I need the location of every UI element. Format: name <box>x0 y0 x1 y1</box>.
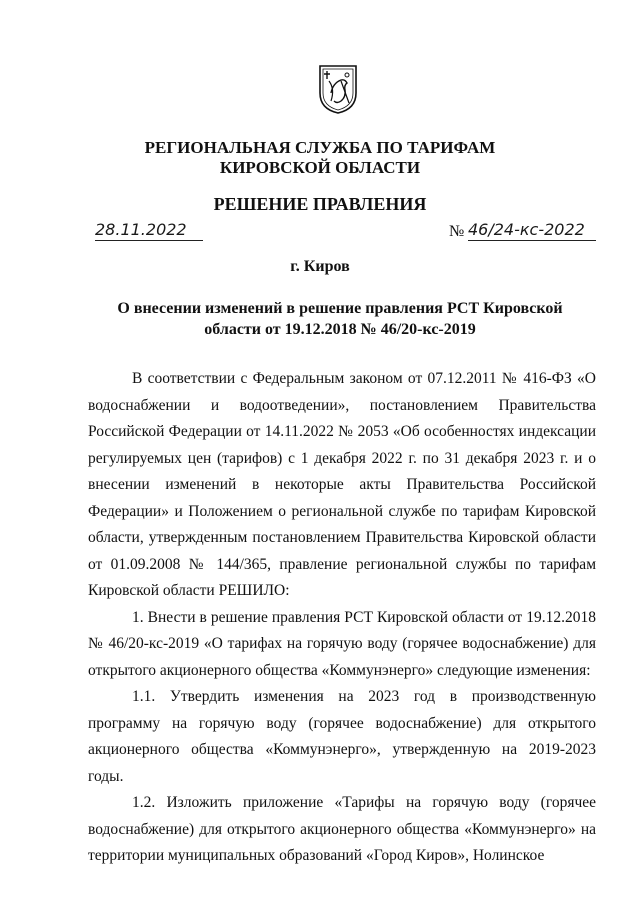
organization-name-line2: КИРОВСКОЙ ОБЛАСТИ <box>219 158 421 177</box>
subject-line1: О внесении изменений в решение правления РСТ Кировской <box>117 300 563 317</box>
paragraph-item-1-2: 1.2. Изложить приложение «Тарифы на горячую воду (горячее водоснабжение) для открытого акционерного общества «Коммунэнерго» на территории муниципальных образований «Город Киров», Нолинское <box>88 794 596 864</box>
number-label: № <box>449 223 465 240</box>
subject-line2: области от 19.12.2018 № 46/20-кс-2019 <box>204 321 476 338</box>
organization-name-line1: РЕГИОНАЛЬНАЯ СЛУЖБА ПО ТАРИФАМ <box>144 138 496 157</box>
kirov-coat-of-arms-icon <box>317 63 359 115</box>
paragraph-item-1-1: 1.1. Утвердить изменения на 2023 год в производственную программу на горячую воду (горячее водоснабжение) для открытого акционерного общества «Коммунэнерго», утвержденную на 2019-2023 годы. <box>88 688 596 785</box>
paragraph-preamble: В соответствии с Федеральным законом от 07.12.2011 № 416-ФЗ «О водоснабжении и водоотведении», постановлением Правительства Российской Федерации от 14.11.2022 № 2053 «Об особенностях индексации регулируемых цен (тарифов) с 1 декабря 2022 г. по 31 декабря 2023 г. и о внесении изменений в некоторые акты Правительства Российской Федерации» и Положением о региональной службе по тарифам Кировской области, утвержденным постановлением Правительства Кировской области от 01.09.2008 № 144/365, правление региональной службы по тарифам Кировской области РЕШИЛО: <box>88 370 596 599</box>
city-name: г. Киров <box>290 258 350 275</box>
document-body <box>88 366 596 870</box>
document-subject <box>110 298 570 340</box>
paragraph-item-1: 1. Внести в решение правления РСТ Кировской области от 19.12.2018 № 46/20-кс-2019 «О тарифах на горячую воду (горячее водоснабжение) для открытого акционерного общества «Коммунэнерго» следующие изменения: <box>88 608 596 679</box>
decision-number: 46/24-кс-2022 <box>468 220 596 241</box>
decision-date: 28.11.2022 <box>95 220 203 241</box>
document-title: РЕШЕНИЕ ПРАВЛЕНИЯ <box>213 194 427 214</box>
